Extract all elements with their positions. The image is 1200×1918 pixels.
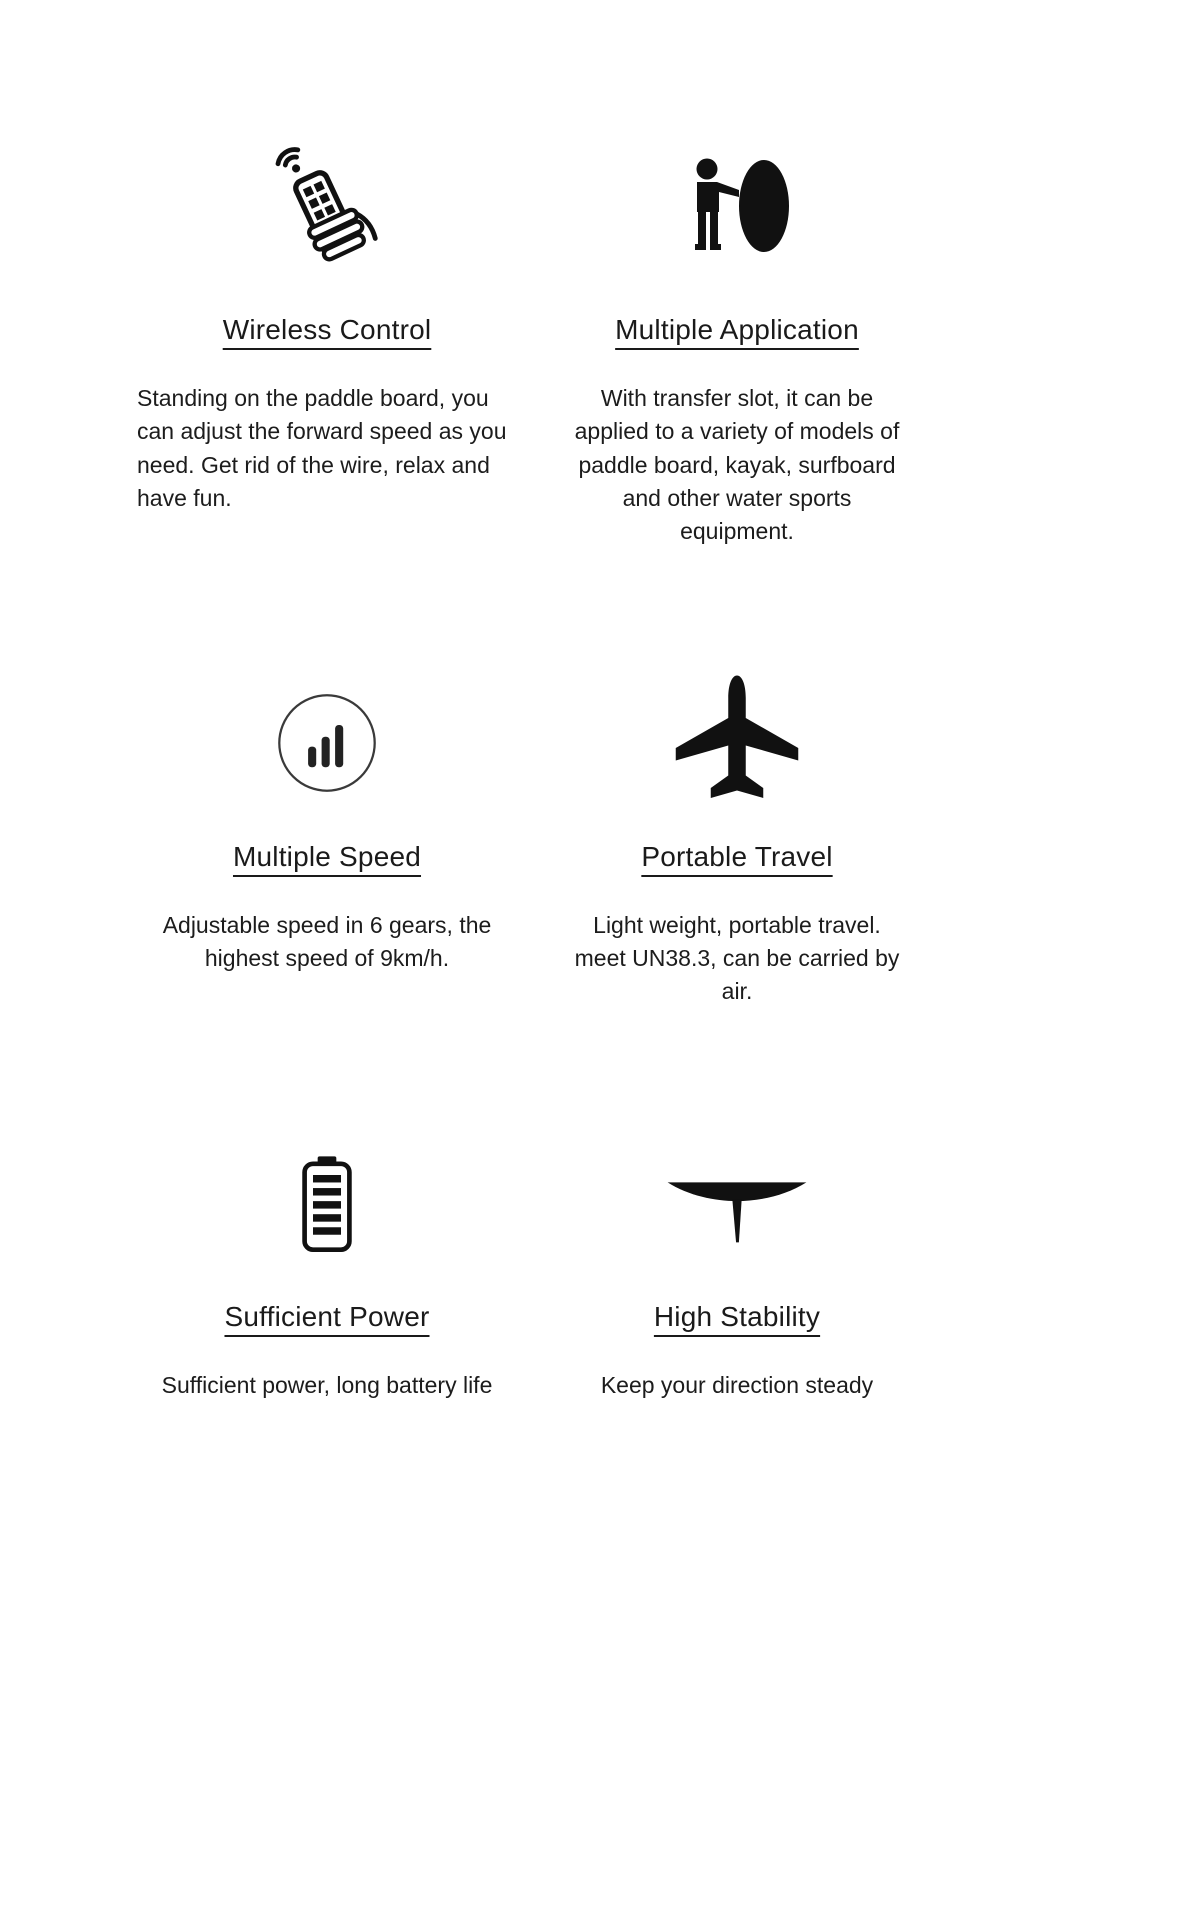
- wireless-remote-icon: [252, 141, 402, 291]
- airplane-icon-box: [662, 645, 812, 841]
- feature-high-stability: [542, 1105, 932, 1402]
- feature-description: With transfer slot, it can be applied to a variety of models of paddle board, kayak, surfboard and other water sports equipment.: [574, 385, 900, 545]
- feature-description: Keep your direction steady: [600, 1371, 874, 1398]
- feature-description: Sufficient power, long battery life: [161, 1371, 493, 1398]
- wireless-remote-icon-box: [252, 118, 402, 314]
- fin-icon-box: [662, 1105, 812, 1301]
- feature-title: Wireless Control: [222, 314, 432, 345]
- battery-icon: [271, 1147, 383, 1259]
- feature-multiple-speed: [132, 645, 522, 1009]
- feature-description: Adjustable speed in 6 gears, the highest speed of 9km/h.: [162, 911, 492, 972]
- feature-portable-travel: [542, 645, 932, 1009]
- feature-title: High Stability: [653, 1300, 821, 1332]
- paddleboarder-icon: [667, 146, 807, 286]
- feature-title: Multiple Application: [615, 314, 859, 345]
- feature-multiple-application: [542, 118, 932, 549]
- feature-sufficient-power: [132, 1105, 522, 1402]
- feature-description: Standing on the paddle board, you can adjust the forward speed as you need. Get rid of the wire, relax and have fun.: [137, 385, 507, 512]
- feature-title: Multiple Speed: [232, 840, 422, 872]
- paddleboarder-icon-box: [667, 118, 807, 314]
- feature-grid: [132, 118, 932, 1402]
- airplane-icon: [662, 668, 812, 818]
- speed-bars-icon-box: [273, 645, 381, 841]
- feature-title: Sufficient Power: [224, 1300, 430, 1332]
- fin-icon: [662, 1156, 812, 1250]
- feature-title: Portable Travel: [641, 840, 833, 872]
- speed-bars-icon: [273, 689, 381, 797]
- feature-description: Light weight, portable travel. meet UN38.3, can be carried by air.: [574, 911, 900, 1005]
- feature-wireless-control: [132, 118, 522, 549]
- battery-icon-box: [271, 1105, 383, 1301]
